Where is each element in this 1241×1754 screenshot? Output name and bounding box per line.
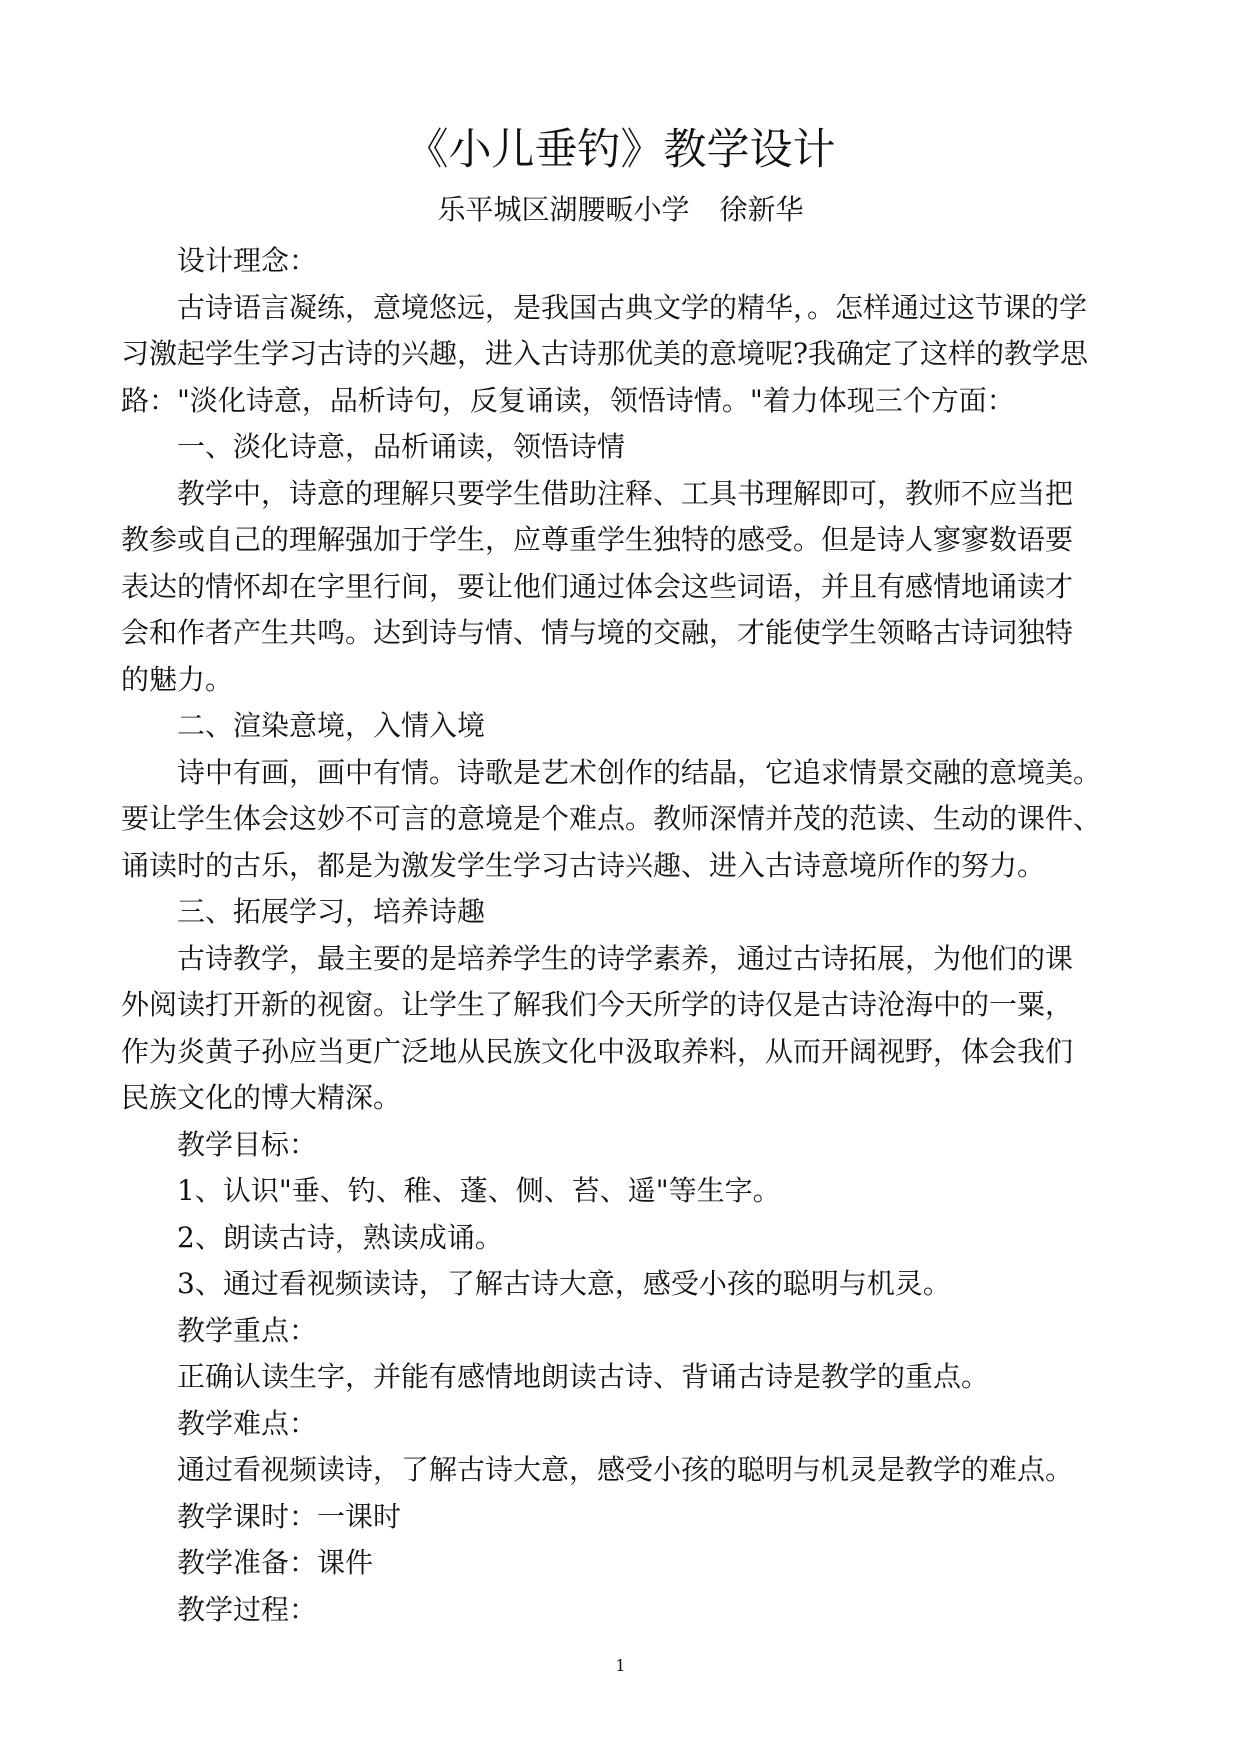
paragraph-line: 正确认读生字，并能有感情地朗读古诗、背诵古诗是教学的重点。: [177, 1360, 990, 1393]
section-heading: 教学准备：课件: [177, 1546, 374, 1579]
author-school: 乐平城区湖腰畈小学: [437, 193, 690, 226]
section-heading: 教学难点：: [177, 1406, 318, 1440]
paragraph-line: 教学中，诗意的理解只要学生借助注释、工具书理解即可，教师不应当把: [177, 476, 1074, 510]
document-title: 《小儿垂钓》教学设计: [405, 125, 836, 175]
list-item: 3、通过看视频读诗，了解古诗大意，感受小孩的聪明与机灵。: [177, 1267, 951, 1300]
subsection-heading: 三、拓展学习，培养诗趣: [177, 895, 486, 928]
subsection-heading: 二、渲染意境，入情入境: [177, 709, 486, 742]
paragraph-line: 外阅读打开新的视窗。让学生了解我们今天所学的诗仅是古诗沧海中的一粟，: [121, 988, 1074, 1021]
paragraph-line: 作为炎黄子孙应当更广泛地从民族文化中汲取养料，从而开阔视野，体会我们: [121, 1034, 1074, 1068]
section-heading: 设计理念：: [177, 244, 318, 277]
paragraph-line: 习激起学生学习古诗的兴趣，进入古诗那优美的意境呢?我确定了这样的教学思: [121, 337, 1089, 370]
paragraph-line: 民族文化的博大精深。: [121, 1081, 402, 1114]
paragraph-line: 古诗语言凝练，意境悠远，是我国古典文学的精华，。怎样通过这节课的学: [177, 290, 1088, 324]
paragraph-line: 路："淡化诗意，品析诗句，反复诵读，领悟诗情。"着力体现三个方面：: [121, 383, 1015, 417]
paragraph-line: 诵读时的古乐，都是为激发学生学习古诗兴趣、进入古诗意境所作的努力。: [121, 848, 1046, 882]
paragraph-line: 诗中有画，画中有情。诗歌是艺术创作的结晶，它追求情景交融的意境美。: [177, 755, 1102, 789]
author-name: 徐新华: [719, 193, 804, 226]
document-author: [0, 192, 1241, 228]
paragraph-line: 要让学生体会这妙不可言的意境是个难点。教师深情并茂的范读、生动的课件、: [121, 802, 1102, 835]
paragraph-line: 表达的情怀却在字里行间，要让他们通过体会这些词语，并且有感情地诵读才: [121, 569, 1074, 603]
list-item: 1、认识"垂、钓、稚、蓬、侧、苔、遥"等生字。: [177, 1174, 781, 1207]
subsection-heading: 一、淡化诗意，品析诵读，领悟诗情: [177, 430, 626, 463]
document-body: [121, 238, 1121, 1633]
paragraph-line: 通过看视频读诗，了解古诗大意，感受小孩的聪明与机灵是教学的难点。: [177, 1453, 1074, 1486]
list-item: 2、朗读古诗，熟读成诵。: [177, 1220, 503, 1254]
section-heading: 教学目标：: [177, 1127, 318, 1161]
paragraph-line: 会和作者产生共鸣。达到诗与情、情与境的交融，才能使学生领略古诗词独特: [121, 616, 1074, 649]
section-heading: 教学重点：: [177, 1313, 318, 1347]
paragraph-line: 的魅力。: [121, 662, 234, 696]
section-heading: 教学过程：: [177, 1592, 318, 1626]
paragraph-line: 教参或自己的理解强加于学生，应尊重学生独特的感受。但是诗人寥寥数语要: [121, 523, 1074, 556]
section-heading: 教学课时：一课时: [177, 1499, 402, 1533]
page-number: 1: [615, 1656, 626, 1675]
paragraph-line: 古诗教学，最主要的是培养学生的诗学素养，通过古诗拓展，为他们的课: [177, 941, 1074, 975]
